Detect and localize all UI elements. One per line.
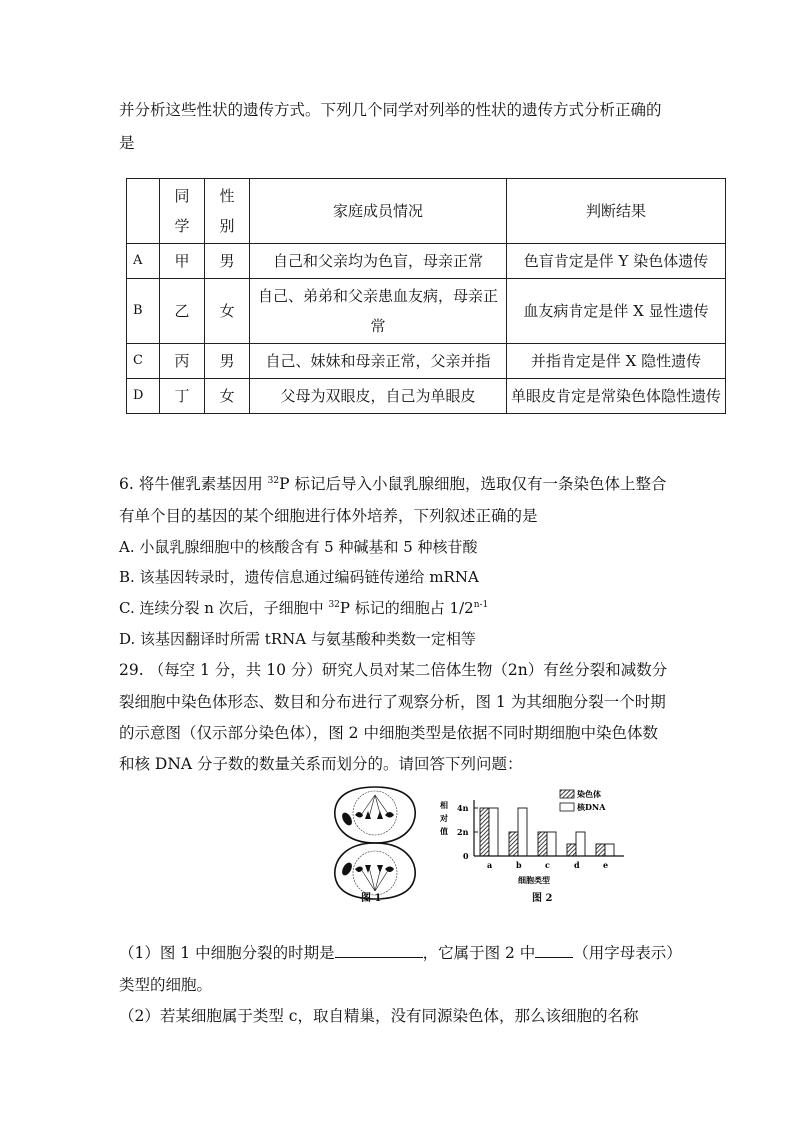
row-option: C xyxy=(127,344,160,379)
q29-line-1: 29. （每空 1 分，共 10 分）研究人员对某二倍体生物（2n）有丝分裂和减数分 xyxy=(119,661,668,679)
row-result: 并指肯定是伴 X 隐性遗传 xyxy=(507,344,726,379)
q6-line-1: 6. 将牛催乳素基因用 $^{32}$P 标记后导入小鼠乳腺细胞，选取仅有一条染色体上整合 xyxy=(119,475,667,493)
row-option: A xyxy=(127,244,160,279)
answer-blank-2[interactable] xyxy=(535,943,573,958)
q29-sub1-line-2: 类型的细胞。 xyxy=(119,976,213,994)
q6-option-d: D. 该基因翻译时所需 tRNA 与氨基酸种类数一定相等 xyxy=(119,630,476,648)
table-header-row xyxy=(127,179,726,244)
intro-line-1: 并分析这些性状的遗传方式。下列几个同学对列举的性状的遗传方式分析正确的 xyxy=(119,101,662,119)
row-student: 丁 xyxy=(160,379,205,414)
y-tick-2n: 2n xyxy=(457,827,469,837)
header-cell-family: 家庭成员情况 xyxy=(250,179,507,244)
row-sex: 女 xyxy=(205,379,250,414)
row-student: 甲 xyxy=(160,244,205,279)
x-axis-label: 细胞类型 xyxy=(518,875,550,885)
genetics-table xyxy=(126,178,726,414)
row-sex: 男 xyxy=(205,244,250,279)
y-label-2: 对 xyxy=(440,813,448,823)
row-option: D xyxy=(127,379,160,414)
figure-2 xyxy=(436,788,636,903)
y-tick-4n: 4n xyxy=(457,803,469,813)
y-label-3: 值 xyxy=(440,826,448,836)
header-cell-student: 同学 xyxy=(160,179,205,244)
row-family: 自己、妹妹和母亲正常，父亲并指 xyxy=(250,344,507,379)
row-student: 丙 xyxy=(160,344,205,379)
q29-line-2: 裂细胞中染色体形态、数目和分布进行了观察分析，图 1 为其细胞分裂一个时期 xyxy=(119,693,666,711)
x-tick-d: d xyxy=(574,860,580,870)
y-tick-0: 0 xyxy=(463,851,469,861)
row-student: 乙 xyxy=(160,279,205,344)
answer-blank-1[interactable] xyxy=(335,943,423,958)
header-cell-result: 判断结果 xyxy=(507,179,726,244)
bar-d-chromosome xyxy=(567,844,576,856)
bar-c-chromosome xyxy=(538,832,547,856)
legend-label-chromosome: 染色体 xyxy=(577,789,601,799)
row-result: 单眼皮肯定是常染色体隐性遗传 xyxy=(507,379,726,414)
bar-a-dna xyxy=(489,808,498,856)
table-row xyxy=(127,379,726,414)
row-family: 自己和父亲均为色盲，母亲正常 xyxy=(250,244,507,279)
q6-option-b: B. 该基因转录时，遗传信息通过编码链传递给 mRNA xyxy=(119,568,479,586)
bar-c-dna xyxy=(547,832,556,856)
row-sex: 男 xyxy=(205,344,250,379)
bar-e-chromosome xyxy=(596,844,605,856)
q29-line-3: 的示意图（仅示部分染色体），图 2 中细胞类型是依据不同时期细胞中染色体数 xyxy=(119,724,658,742)
q6-line-2: 有单个目的基因的某个细胞进行体外培养，下列叙述正确的是 xyxy=(119,507,538,525)
bar-a-chromosome xyxy=(480,808,489,856)
cell-division-diagram xyxy=(325,785,425,905)
row-family: 父母为双眼皮，自己为单眼皮 xyxy=(250,379,507,414)
figure-1-caption: 图 1 xyxy=(361,893,382,904)
row-option: B xyxy=(127,279,160,344)
x-tick-e: e xyxy=(603,860,609,870)
bar-b-dna xyxy=(518,808,527,856)
q6-option-c: C. 连续分裂 n 次后，子细胞中 $^{32}$P 标记的细胞占 1/2$^{n-1}$ xyxy=(119,599,489,617)
figure-1 xyxy=(325,785,425,905)
bar-b-chromosome xyxy=(509,832,518,856)
x-tick-c: c xyxy=(545,860,550,870)
legend-label-dna: 核DNA xyxy=(577,802,606,812)
legend-swatch-chromosome xyxy=(560,790,574,798)
header-cell xyxy=(127,179,160,244)
legend-swatch-dna xyxy=(560,803,574,811)
figure-2-caption: 图 2 xyxy=(532,893,553,904)
q29-sub1-line-1: （1）图 1 中细胞分裂的时期是 ，它属于图 2 中 （用字母表示） xyxy=(119,944,682,962)
q6-option-a: A. 小鼠乳腺细胞中的核酸含有 5 种碱基和 5 种核苷酸 xyxy=(119,538,478,556)
row-result: 血友病肯定是伴 X 显性遗传 xyxy=(507,279,726,344)
header-cell-sex: 性别 xyxy=(205,179,250,244)
row-family: 自己、弟弟和父亲患血友病，母亲正常 xyxy=(250,279,507,344)
table-row xyxy=(127,244,726,279)
bar-e-dna xyxy=(605,844,614,856)
bar-d-dna xyxy=(576,832,585,856)
row-sex: 女 xyxy=(205,279,250,344)
q29-sub2-line: （2）若某细胞属于类型 c，取自精巢，没有同源染色体，那么该细胞的名称 xyxy=(119,1007,639,1025)
row-result: 色盲肯定是伴 Y 染色体遗传 xyxy=(507,244,726,279)
table-row xyxy=(127,344,726,379)
intro-line-2: 是 xyxy=(119,134,135,152)
table-row xyxy=(127,279,726,344)
chromosome-dna-bar-chart xyxy=(436,788,636,888)
x-tick-b: b xyxy=(516,860,522,870)
y-label-1: 相 xyxy=(440,800,448,810)
q29-line-4: 和核 DNA 分子数的数量关系而划分的。请回答下列问题： xyxy=(119,755,523,773)
x-tick-a: a xyxy=(487,860,493,870)
